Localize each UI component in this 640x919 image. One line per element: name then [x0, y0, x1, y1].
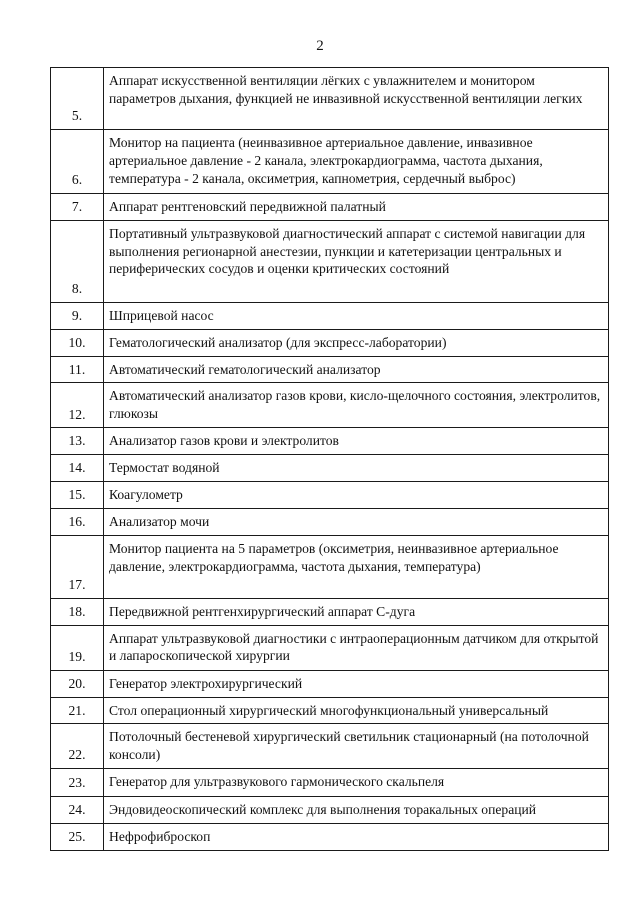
row-number: 25.	[51, 823, 104, 850]
equipment-name: Анализатор мочи	[104, 508, 609, 535]
equipment-name: Монитор пациента на 5 параметров (оксиметрия, неинвазивное артериальное давление, электрокардиограмма, частота дыхания, температура)	[104, 535, 609, 598]
equipment-name: Автоматический гематологический анализатор	[104, 356, 609, 383]
equipment-name: Эндовидеоскопический комплекс для выполнения торакальных операций	[104, 796, 609, 823]
table-row	[51, 768, 609, 796]
equipment-name: Нефрофиброскоп	[104, 823, 609, 850]
row-number: 6.	[51, 130, 104, 194]
equipment-name: Гематологический анализатор (для экспресс-лаборатории)	[104, 329, 609, 356]
row-number: 18.	[51, 598, 104, 625]
equipment-name: Портативный ультразвуковой диагностический аппарат с системой навигации для выполнения регионарной анестезии, пункции и катетеризации центральных и периферических сосудов и оценки критических состояний	[104, 220, 609, 302]
row-number: 20.	[51, 670, 104, 697]
table-row	[51, 724, 609, 769]
row-number: 14.	[51, 455, 104, 482]
equipment-name: Монитор на пациента (неинвазивное артериальное давление, инвазивное артериальное давление - 2 канала, электрокардиограмма, частота дыхания, температура - 2 канала, оксиметрия, капнометрия, сердечный выброс)	[104, 130, 609, 194]
row-number: 9.	[51, 302, 104, 329]
equipment-name: Аппарат искусственной вентиляции лёгких с увлажнителем и монитором параметров дыхания, функцией не инвазивной искусственной вентиляции легких	[104, 68, 609, 130]
table-row	[51, 383, 609, 428]
equipment-name: Аппарат ультразвуковой диагностики с интраоперационным датчиком для открытой и лапароскопической хирургии	[104, 625, 609, 670]
table-row	[51, 194, 609, 221]
equipment-table-body	[51, 68, 609, 851]
row-number: 13.	[51, 428, 104, 455]
row-number: 7.	[51, 194, 104, 221]
table-row	[51, 130, 609, 194]
row-number: 10.	[51, 329, 104, 356]
equipment-name: Шприцевой насос	[104, 302, 609, 329]
row-number: 8.	[51, 220, 104, 302]
equipment-name: Генератор для ультразвукового гармонического скальпеля	[104, 768, 609, 796]
row-number: 15.	[51, 482, 104, 509]
table-row	[51, 302, 609, 329]
equipment-name: Стол операционный хирургический многофункциональный универсальный	[104, 697, 609, 724]
table-row	[51, 455, 609, 482]
row-number: 17.	[51, 535, 104, 598]
equipment-name: Генератор электрохирургический	[104, 670, 609, 697]
table-row	[51, 329, 609, 356]
row-number: 11.	[51, 356, 104, 383]
table-row	[51, 535, 609, 598]
table-row	[51, 220, 609, 302]
page-number: 2	[316, 38, 324, 54]
table-row	[51, 823, 609, 850]
table-row	[51, 68, 609, 130]
row-number: 21.	[51, 697, 104, 724]
row-number: 24.	[51, 796, 104, 823]
table-row	[51, 625, 609, 670]
row-number: 5.	[51, 68, 104, 130]
equipment-name: Анализатор газов крови и электролитов	[104, 428, 609, 455]
row-number: 19.	[51, 625, 104, 670]
equipment-name: Автоматический анализатор газов крови, кисло-щелочного состояния, электролитов, глюкозы	[104, 383, 609, 428]
row-number: 12.	[51, 383, 104, 428]
table-row	[51, 598, 609, 625]
table-row	[51, 356, 609, 383]
equipment-table	[50, 67, 609, 851]
row-number: 22.	[51, 724, 104, 769]
equipment-name: Аппарат рентгеновский передвижной палатный	[104, 194, 609, 221]
equipment-name: Передвижной рентгенхирургический аппарат С-дуга	[104, 598, 609, 625]
row-number: 23.	[51, 768, 104, 796]
table-row	[51, 482, 609, 509]
table-row	[51, 508, 609, 535]
equipment-name: Потолочный бестеневой хирургический светильник стационарный (на потолочной консоли)	[104, 724, 609, 769]
row-number: 16.	[51, 508, 104, 535]
equipment-name: Термостат водяной	[104, 455, 609, 482]
equipment-name: Коагулометр	[104, 482, 609, 509]
table-row	[51, 670, 609, 697]
table-row	[51, 428, 609, 455]
table-row	[51, 697, 609, 724]
table-row	[51, 796, 609, 823]
